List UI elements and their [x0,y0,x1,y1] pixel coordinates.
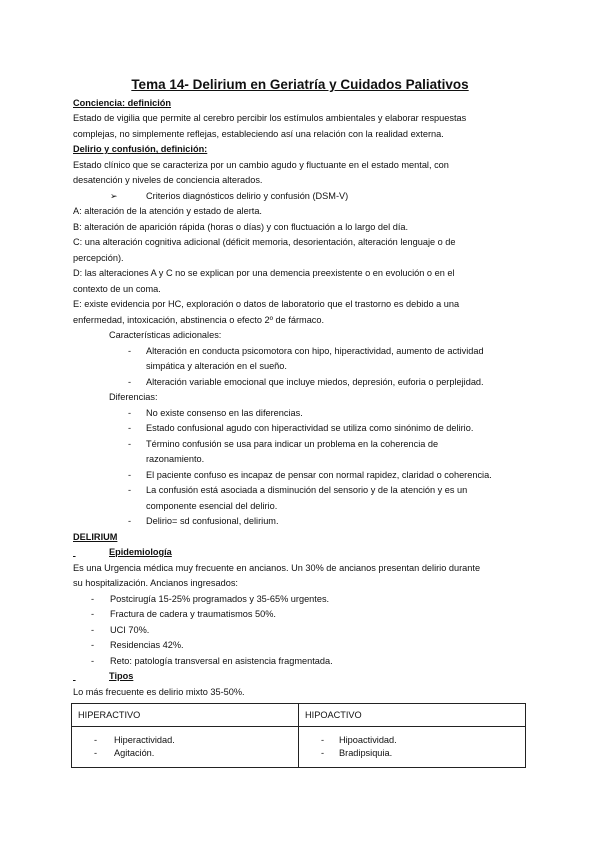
criteria-line: C: una alteración cognitiva adicional (déficit memoria, desorientación, alteración lenguaje o de [73,237,456,247]
dash-bullet-icon: - [321,748,325,758]
section-heading-conciencia: Conciencia: definición [73,98,172,108]
dash-bullet-icon: - [128,377,132,387]
dash-bullet-icon: - [128,485,132,495]
list-item: componente esencial del delirio. [146,501,278,511]
table-cell-item: Bradipsiquia. [339,748,393,758]
arrow-bullet-icon: ➢ [110,191,118,201]
criteria-line: percepción). [73,253,124,263]
dash-bullet-icon: - [128,439,132,449]
list-item: Alteración variable emocional que incluye miedos, depresión, euforia o perplejidad. [146,377,484,387]
table-cell-item: Hiperactividad. [114,735,175,745]
dash-bullet-icon: - [94,748,98,758]
subheading-epidemiologia: Epidemiología [109,547,172,557]
dash-bullet-icon: - [321,735,325,745]
criteria-line: enfermedad, intoxicación, abstinencia o efecto 2º de fármaco. [73,315,325,325]
table-header-cell: HIPERACTIVO [72,704,299,727]
paragraph-line: Lo más frecuente es delirio mixto 35-50%. [73,687,245,697]
paragraph-line: Estado clínico que se caracteriza por un cambio agudo y fluctuante en el estado mental, con [73,160,449,170]
table-row [72,727,526,768]
table-cell [72,727,299,768]
table-cell-item: Agitación. [114,748,155,758]
dash-bullet-icon: - [128,516,132,526]
paragraph-line: Es una Urgencia médica muy frecuente en ancianos. Un 30% de ancianos presentan delirio durante [73,563,481,573]
list-item: Reto: patología transversal en asistencia fragmentada. [110,656,333,666]
criteria-line: contexto de un coma. [73,284,161,294]
paragraph-line: complejas, no simplemente reflejas, estableciendo así una relación con la realidad externa. [73,129,444,139]
dash-bullet-icon: - [91,640,95,650]
dash-bullet-icon: - [94,735,98,745]
table-header-row [72,704,526,727]
dash-bullet-icon: - [91,625,95,635]
criteria-line: D: las alteraciones A y C no se explican por una demencia preexistente o en evolución o en el [73,268,455,278]
list-item: La confusión está asociada a disminución del sensorio y de la atención y es un [146,485,468,495]
dash-bullet-icon: - [128,470,132,480]
subheading-caracteristicas: Características adicionales: [109,330,222,340]
table-header-cell: HIPOACTIVO [299,704,526,727]
list-item: Postcirugía 15-25% programados y 35-65% urgentes. [110,594,330,604]
dash-bullet-icon: - [91,594,95,604]
list-item: Término confusión se usa para indicar un problema en la coherencia de [146,439,439,449]
paragraph-line: desatención y niveles de conciencia alterados. [73,175,263,185]
criteria-line: A: alteración de la atención y estado de alerta. [73,206,262,216]
dash-bullet-icon: - [91,656,95,666]
list-item: No existe consenso en las diferencias. [146,408,303,418]
section-heading-delirio: Delirio y confusión, definición: [73,144,208,154]
section-heading-delirium: DELIRIUM [73,532,118,542]
list-item: UCI 70%. [110,625,150,635]
list-item: El paciente confuso es incapaz de pensar con normal rapidez, claridad o coherencia. [146,470,492,480]
dash-bullet-icon: - [128,346,132,356]
criteria-line: B: alteración de aparición rápida (horas o días) y con fluctuación a lo largo del día. [73,222,409,232]
list-item: razonamiento. [146,454,205,464]
criteria-line: E: existe evidencia por HC, exploración o datos de laboratorio que el trastorno es debido a una [73,299,460,309]
list-item: Fractura de cadera y traumatismos 50%. [110,609,276,619]
dash-bullet-icon: - [91,609,95,619]
tipos-table [71,703,526,768]
dash-bullet-icon: - [128,423,132,433]
criteria-title: Criterios diagnósticos delirio y confusión (DSM-V) [146,191,349,201]
subheading-tipos: Tipos [109,671,134,681]
table-cell [299,727,526,768]
paragraph-line: Estado de vigilia que permite al cerebro percibir los estímulos ambientales y elaborar respuestas [73,113,467,123]
list-item: Alteración en conducta psicomotora con hipo, hiperactividad, aumento de actividad [146,346,484,356]
page-title: Tema 14- Delirium en Geriatría y Cuidados Paliativos [131,77,469,92]
subheading-diferencias: Diferencias: [109,392,158,402]
list-item: simpática y alteración en el sueño. [146,361,287,371]
paragraph-line: su hospitalización. Ancianos ingresados: [73,578,238,588]
list-item: Delirio= sd confusional, delirium. [146,516,279,526]
table-cell-item: Hipoactividad. [339,735,397,745]
dash-bullet-icon: - [128,408,132,418]
list-item: Residencias 42%. [110,640,184,650]
list-item: Estado confusional agudo con hiperactividad se utiliza como sinónimo de delirio. [146,423,474,433]
